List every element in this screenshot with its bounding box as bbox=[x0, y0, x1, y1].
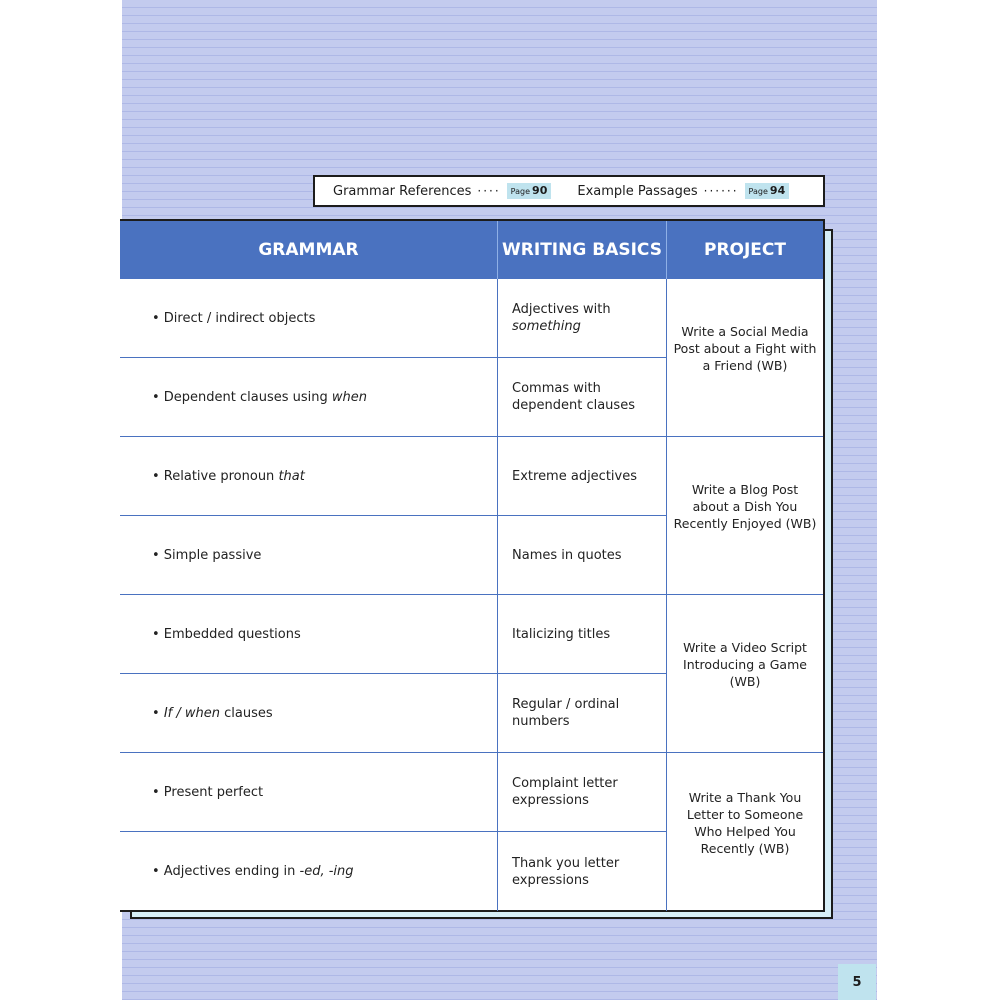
writing-cell: Thank you letter expressions bbox=[498, 832, 667, 911]
page-tag: Page 94 bbox=[745, 183, 790, 199]
header-grammar: GRAMMAR bbox=[120, 221, 498, 279]
page-tag: Page 90 bbox=[507, 183, 552, 199]
grammar-cell: • Simple passive bbox=[120, 516, 498, 594]
project-cell: Write a Video Script Introducing a Game (WB) bbox=[667, 595, 823, 753]
writing-cell: Names in quotes bbox=[498, 516, 667, 594]
reference-label: Example Passages bbox=[577, 183, 698, 199]
project-cell: Write a Blog Post about a Dish You Recently Enjoyed (WB) bbox=[667, 437, 823, 595]
grammar-cell: • Dependent clauses using when bbox=[120, 358, 498, 436]
leader-dots: ······ bbox=[703, 184, 739, 198]
table-row bbox=[120, 516, 667, 595]
grammar-cell: • If / when clauses bbox=[120, 674, 498, 752]
header-project: PROJECT bbox=[703, 240, 786, 260]
reference-bar bbox=[313, 175, 825, 207]
writing-cell: Adjectives with something bbox=[498, 279, 667, 357]
grammar-cell: • Direct / indirect objects bbox=[120, 279, 498, 357]
table-row bbox=[120, 358, 667, 437]
writing-cell: Extreme adjectives bbox=[498, 437, 667, 515]
grammar-cell: • Present perfect bbox=[120, 753, 498, 831]
syllabus-table bbox=[120, 219, 825, 912]
leader-dots: ···· bbox=[477, 184, 501, 198]
table-row bbox=[120, 279, 667, 358]
header-writing-basics: WRITING BASICS bbox=[498, 221, 667, 279]
writing-cell: Complaint letter expressions bbox=[498, 753, 667, 831]
table-row bbox=[120, 753, 667, 832]
reference-label: Grammar References bbox=[333, 183, 472, 199]
page-tag-number: 90 bbox=[532, 184, 548, 197]
page-number: 5 bbox=[838, 964, 876, 1000]
example-passages[interactable] bbox=[577, 183, 789, 199]
grammar-cell: • Embedded questions bbox=[120, 595, 498, 673]
writing-cell: Commas with dependent clauses bbox=[498, 358, 667, 436]
table-header bbox=[120, 221, 823, 279]
table-row bbox=[120, 674, 667, 753]
writing-cell: Regular / ordinal numbers bbox=[498, 674, 667, 752]
table-row bbox=[120, 595, 667, 674]
grammar-references[interactable] bbox=[333, 183, 551, 199]
project-cell: Write a Social Media Post about a Fight with a Friend (WB) bbox=[667, 279, 823, 437]
grammar-cell: • Relative pronoun that bbox=[120, 437, 498, 515]
project-cell: Write a Thank You Letter to Someone Who Helped You Recently (WB) bbox=[686, 790, 804, 856]
writing-cell: Italicizing titles bbox=[498, 595, 667, 673]
grammar-cell: • Adjectives ending in -ed, -ing bbox=[120, 832, 498, 911]
page-tag-number: 94 bbox=[769, 184, 786, 197]
table-row bbox=[120, 832, 667, 911]
table-row bbox=[120, 437, 667, 516]
